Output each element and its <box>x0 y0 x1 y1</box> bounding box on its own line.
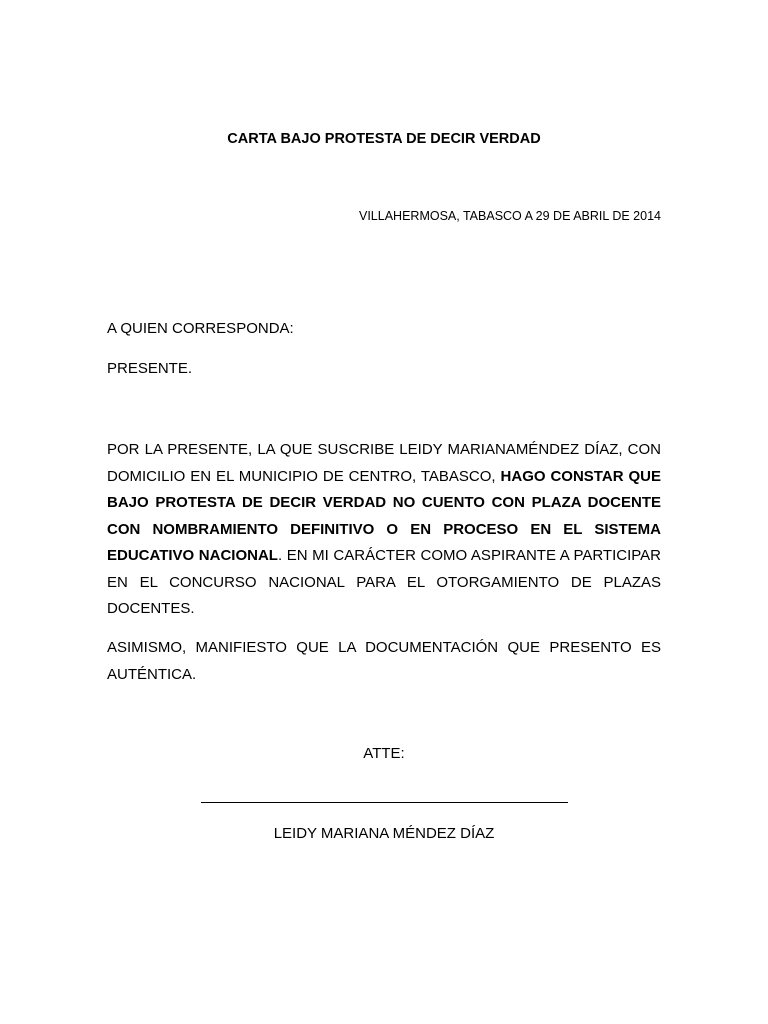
authenticity-paragraph: ASIMISMO, MANIFIESTO QUE LA DOCUMENTACIÓN QUE PRESENTO ES AUTÉNTICA. <box>107 639 661 683</box>
statement-outro: . EN MI CARÁCTER COMO ASPIRANTE A PARTICIPAR EN EL CONCURSO NACIONAL PARA EL OTORGAMIENTO DE PLAZAS DOCENTES. <box>107 547 661 617</box>
statement-paragraph <box>107 437 661 623</box>
date-line: VILLAHERMOSA, TABASCO A 29 DE ABRIL DE 2014 <box>359 209 661 223</box>
statement-bold: HAGO CONSTAR QUE BAJO PROTESTA DE DECIR VERDAD NO CUENTO CON PLAZA DOCENTE CON NOMBRAMIENTO DEFINITIVO O EN PROCESO EN EL SISTEMA EDUCATIVO NACIONAL <box>107 467 661 564</box>
letter-title: CARTA BAJO PROTESTA DE DECIR VERDAD <box>227 131 541 147</box>
signature-name: LEIDY MARIANA MÉNDEZ DÍAZ <box>273 825 495 842</box>
statement-intro: POR LA PRESENTE, LA QUE SUSCRIBE LEIDY MARIANAMÉNDEZ DÍAZ, CON DOMICILIO EN EL MUNICIPIO DE CENTRO, TABASCO, <box>107 441 661 485</box>
signature-line <box>201 802 568 803</box>
salutation: A QUIEN CORRESPONDA: <box>107 320 294 337</box>
presente-line: PRESENTE. <box>107 360 193 377</box>
closing-atte: ATTE: <box>363 745 405 762</box>
